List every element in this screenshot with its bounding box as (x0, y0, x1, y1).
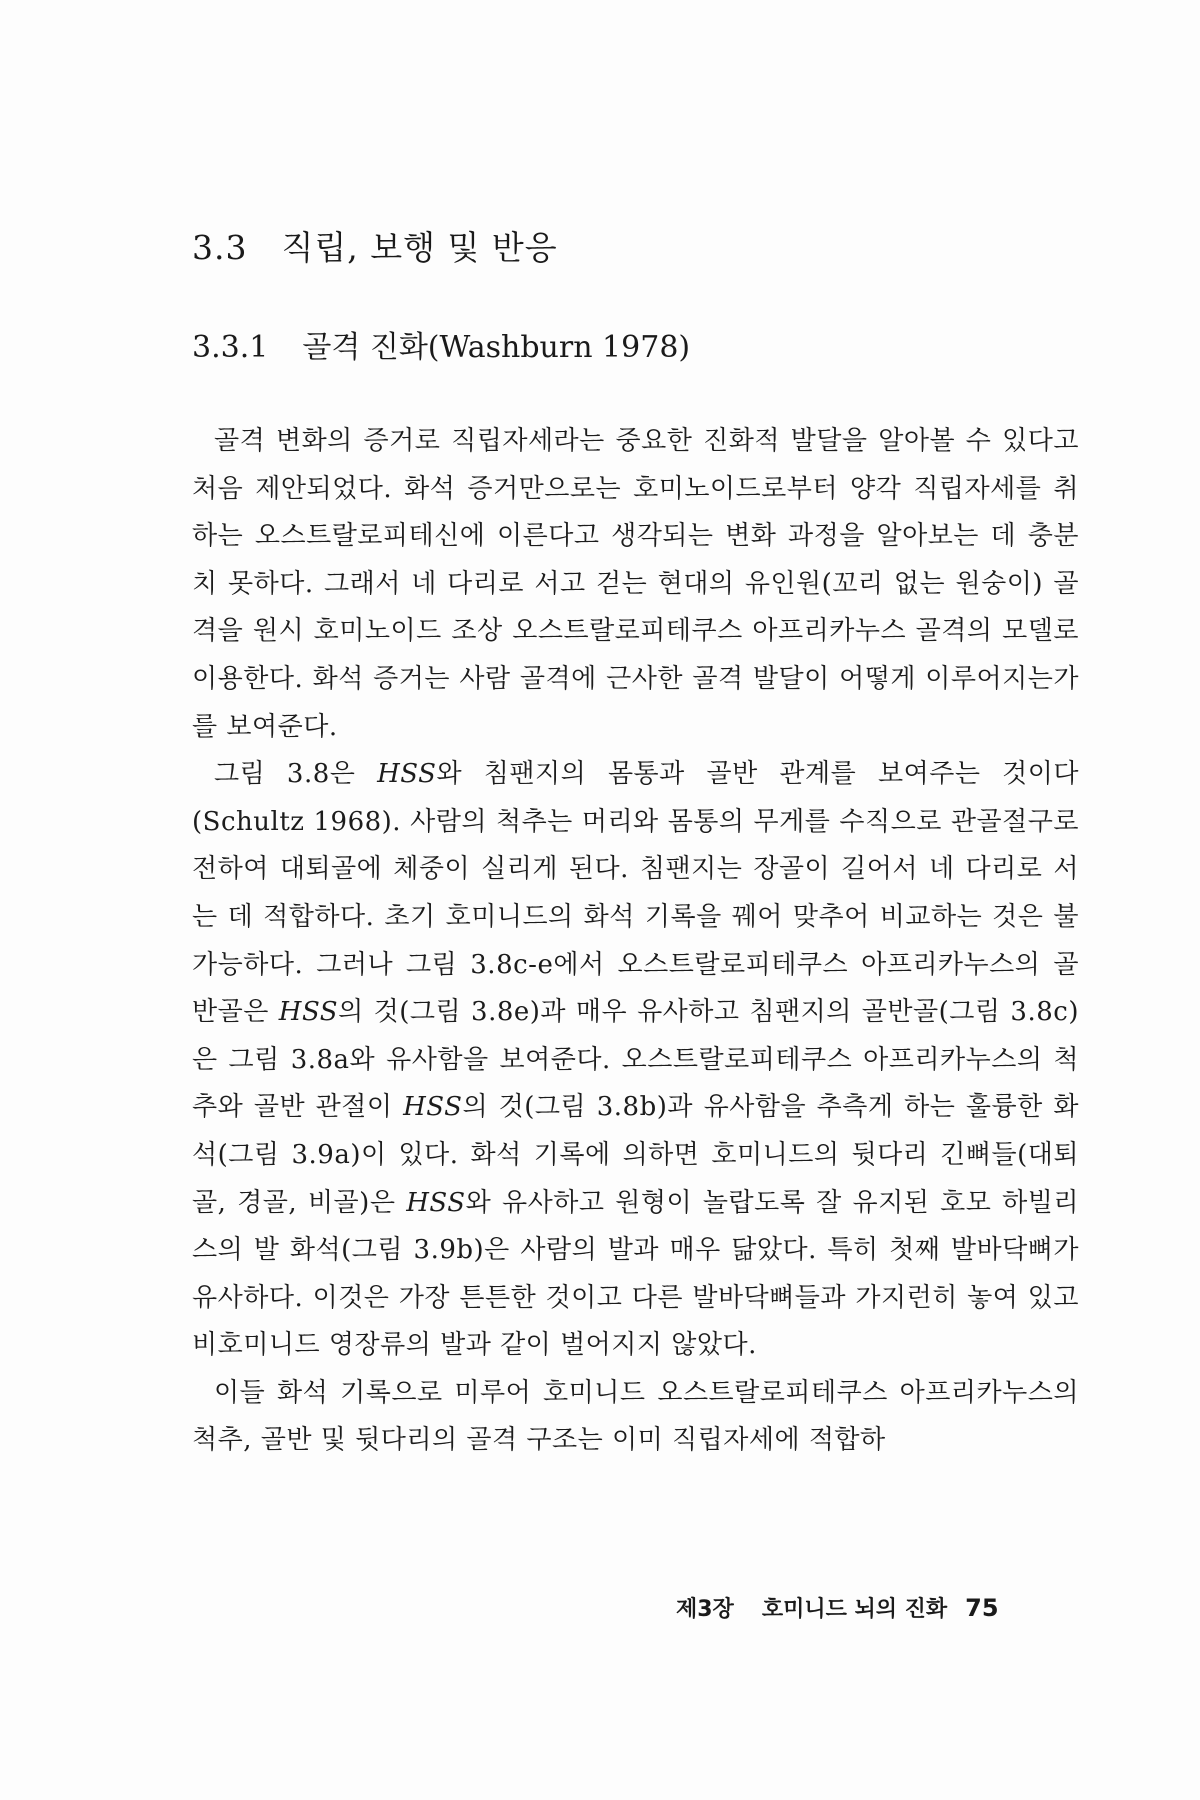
text-segment: 의 것(그림 3.8e)과 매우 유사하고 침팬지의 골반골(그림 3.8c)은 그림 3.8a와 유사함을 보여준다. 오스트랄로피테쿠스 아프리카누스의 척추와 골반 관절이 (192, 997, 1079, 1123)
body-paragraph (192, 1370, 1079, 1465)
running-footer (676, 1592, 999, 1623)
subsection-heading (192, 322, 690, 366)
footer-chapter: 제3장 (676, 1597, 734, 1622)
text-segment: 와 침팬지의 몸통과 골반 관계를 보여주는 것이다(Schultz 1968). 사람의 척추는 머리와 몸통의 무게를 수직으로 관골절구로 전하여 대퇴골에 체중이 실리게 된다. 침팬지는 장골이 길어서 네 다리로 서는 데 적합하다. 초기 호미니드의 화석 기록을 꿰어 맞추어 비교하는 것은 불가능하다. 그러나 그림 3.8c-e에서 오스트랄로피테쿠스 아프리카누스의 골반골은 (192, 759, 1079, 1028)
text-segment: 골격 변화의 증거로 직립자세라는 중요한 진화적 발달을 알아볼 수 있다고 처음 제안되었다. 화석 증거만으로는 호미노이드로부터 양각 직립자세를 취하는 오스트랄로피테신에 이른다고 생각되는 변화 과정을 알아보는 데 충분치 못하다. 그래서 네 다리로 서고 걷는 현대의 유인원(꼬리 없는 원숭이) 골격을 원시 호미노이드 조상 오스트랄로피테쿠스 아프리카누스 골격의 모델로 이용한다. 화석 증거는 사람 골격에 근사한 골격 발달이 어떻게 이루어지는가를 보여준다. (192, 426, 1079, 742)
section-number: 3.3 (192, 228, 248, 267)
section-title: 직립, 보행 및 반응 (281, 228, 558, 267)
italic-term: HSS (278, 997, 339, 1028)
body-paragraph (192, 751, 1079, 1370)
italic-term: HSS (403, 1092, 463, 1123)
subsection-title: 골격 진화(Washburn 1978) (302, 330, 691, 365)
italic-term: HSS (377, 759, 437, 790)
text-segment: 그림 3.8은 (214, 759, 378, 790)
footer-title: 호미니드 뇌의 진화 (761, 1597, 948, 1622)
subsection-number: 3.3.1 (192, 330, 269, 365)
page-number: 75 (965, 1594, 999, 1622)
section-heading (192, 222, 558, 269)
text-segment: 이들 화석 기록으로 미루어 호미니드 오스트랄로피테쿠스 아프리카누스의 척추, 골반 및 뒷다리의 골격 구조는 이미 직립자세에 적합하 (192, 1377, 1079, 1456)
text-segment: 와 유사하고 원형이 놀랍도록 잘 유지된 호모 하빌리스의 발 화석(그림 3.9b)은 사람의 발과 매우 닮았다. 특히 첫째 발바닥뼈가 유사하다. 이것은 가장 튼튼한 것이고 다른 발바닥뼈들과 가지런히 놓여 있고 비호미니드 영장류의 발과 같이 벌어지지 않았다. (192, 1187, 1079, 1361)
text-segment: 의 것(그림 3.8b)과 유사함을 추측게 하는 훌륭한 화석(그림 3.9a)이 있다. 화석 기록에 의하면 호미니드의 뒷다리 긴뼈들(대퇴골, 경골, 비골)은 (192, 1092, 1079, 1218)
body-paragraph (192, 418, 1079, 751)
body-text (192, 418, 1079, 1465)
italic-term: HSS (406, 1187, 466, 1218)
